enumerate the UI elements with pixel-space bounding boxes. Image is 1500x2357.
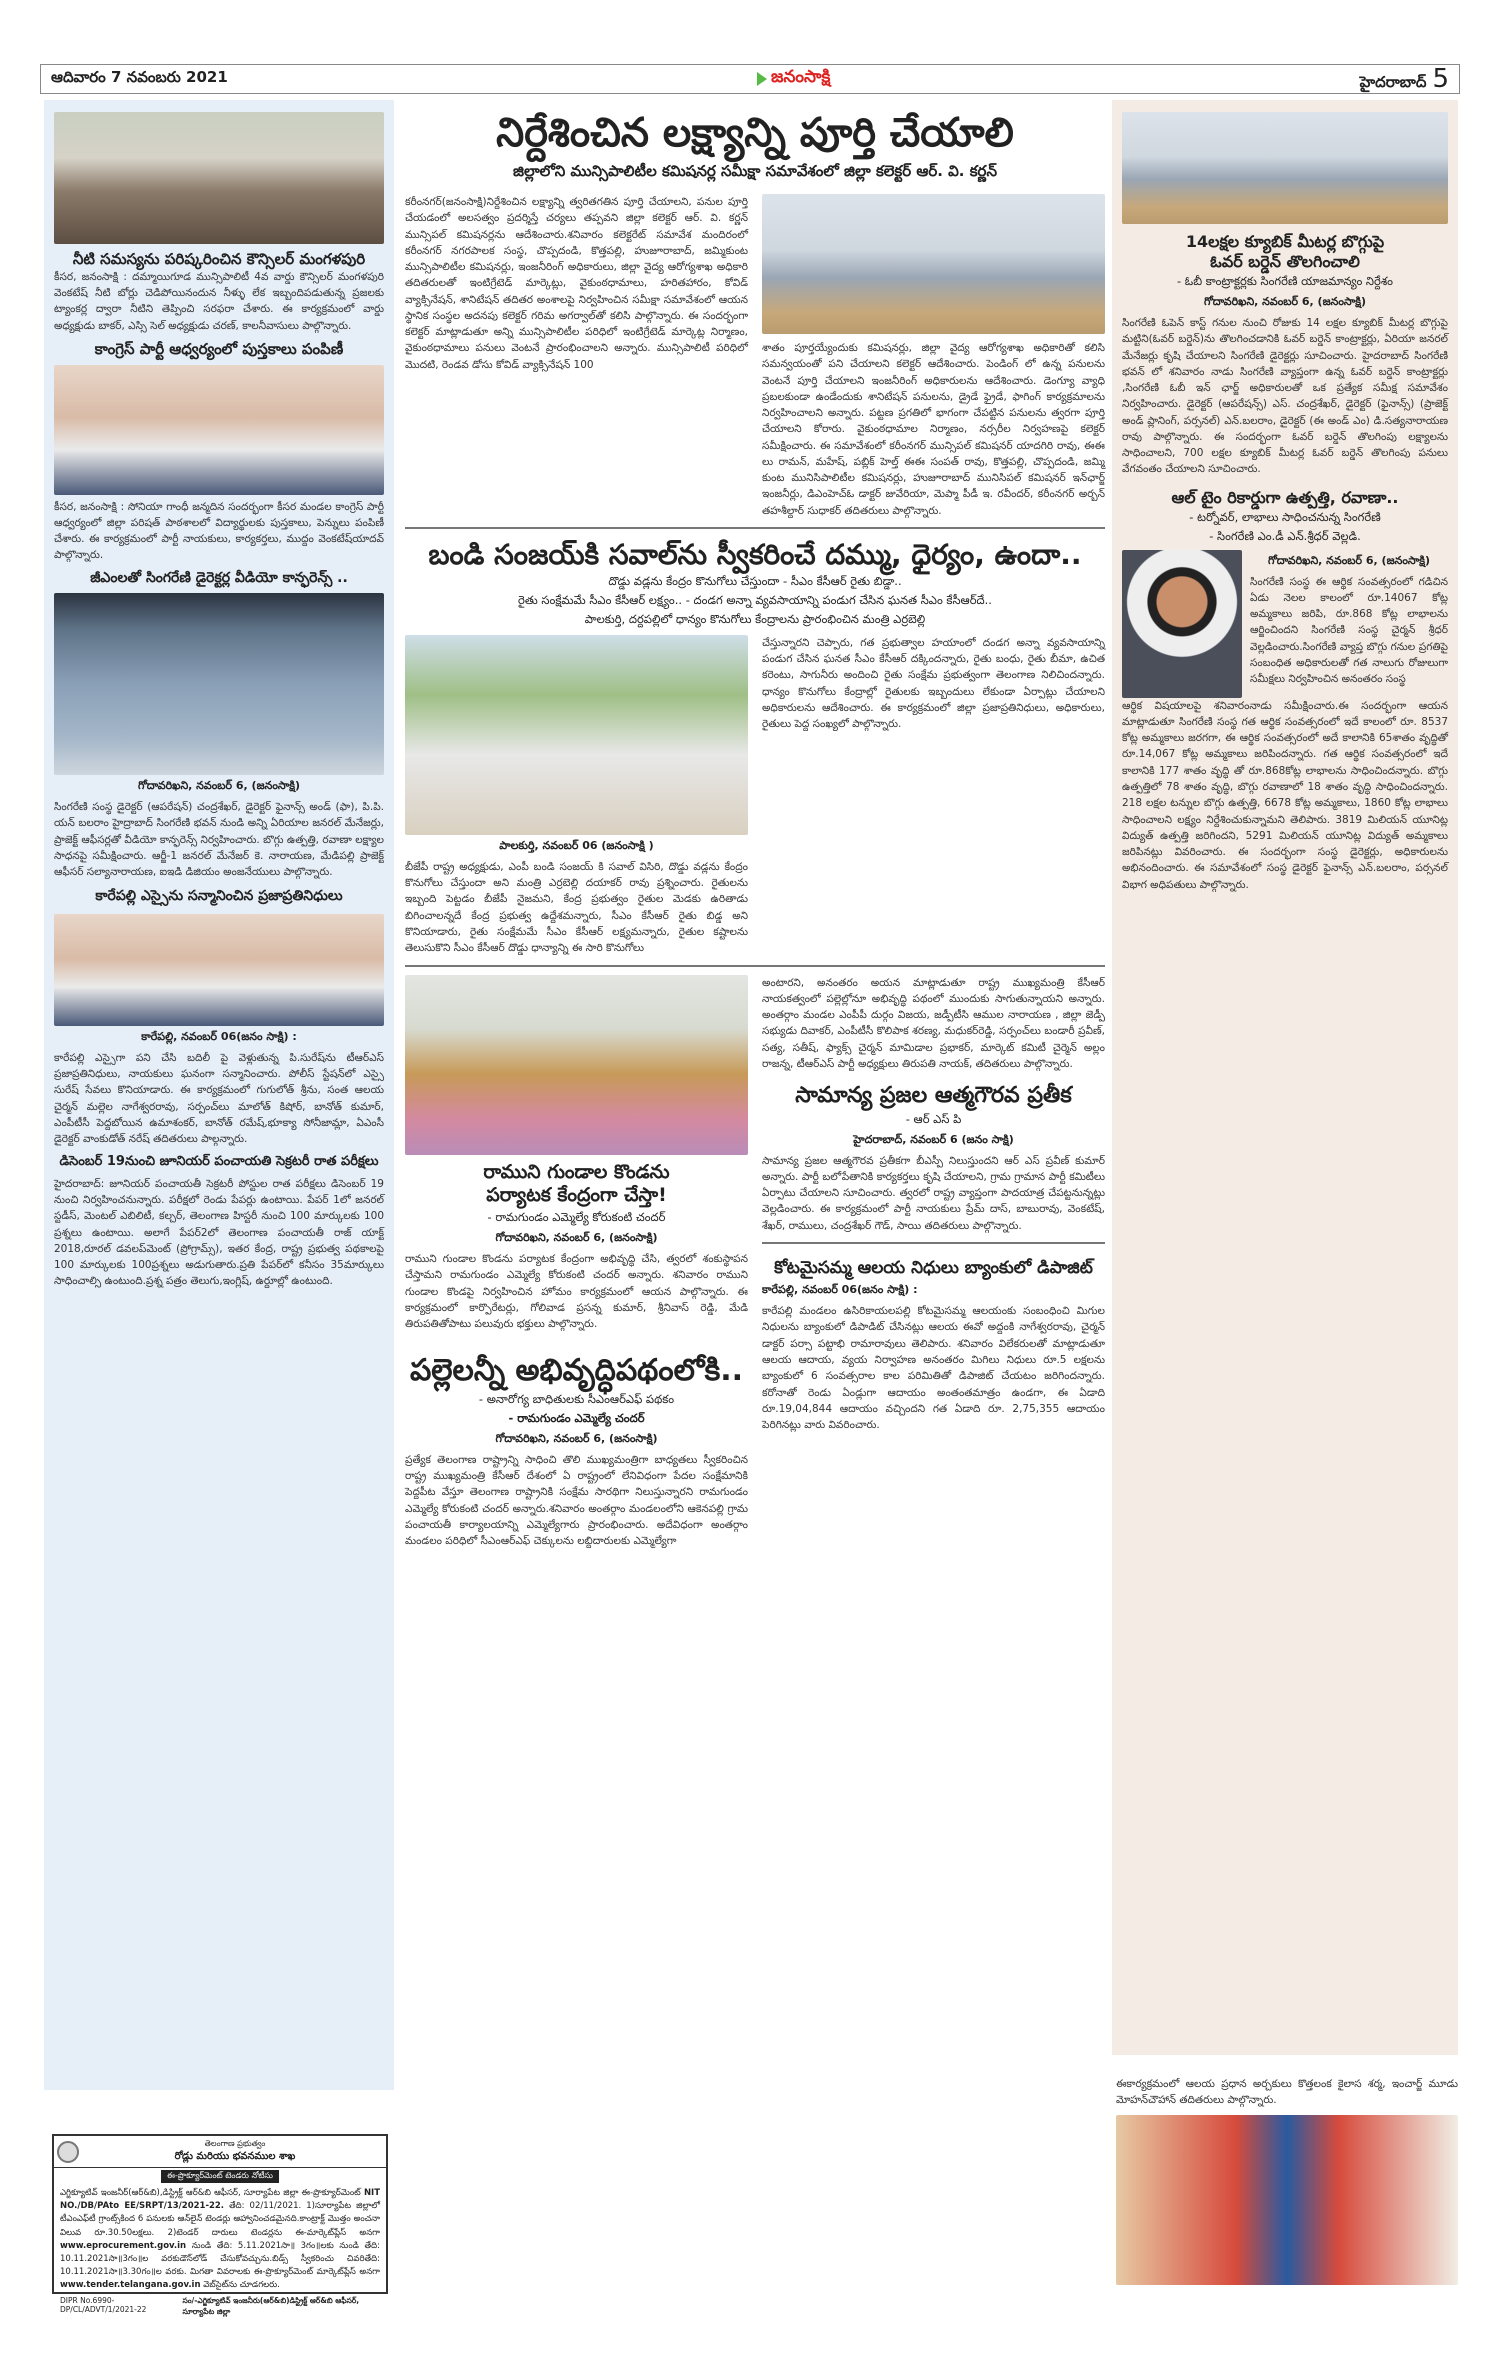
article-water-problem: [54, 112, 384, 334]
headline: జీఎంలతో సింగరేణి డైరెక్టర్ల వీడియో కాన్ఫరెన్స్ ..: [90, 569, 348, 586]
byline: - అనారోగ్య బాధితులకు సీఎంఆర్ఎఫ్ పథకం: [478, 1391, 675, 1406]
article-body: సామాన్య ప్రజల ఆత్మగౌరవ ప్రతీకగా బీఎస్పీ నిలుస్తుందని ఆర్ ఎస్ ప్రవీణ్ కుమార్ అన్నారు. పార్టీ బలోపేతానికి కార్యకర్తలు కృషి చేయాలని, గ్రామ గ్రామాన పార్టీ కమిటీలు ఏర్పాటు చేయాలని సూచించారు. త్వరలో రాష్ట్ర వ్యాప్తంగా పాదయాత్ర చేపట్టనున్నట్లు వెల్లడించారు. ఈ కార్యక్రమంలో పార్టీ నాయకులు ప్రేమ్ దాస్, బాబురావు, వెంకటేష్, శేఖర్, రాములు, చంద్రశేఖర్ గౌడ్, సాయి తదితరులు పాల్గొన్నారు.: [762, 1154, 1105, 1232]
ad-link-tender[interactable]: www.tender.telangana.gov.in: [60, 2280, 201, 2291]
byline: - సింగరేణి ఎం.డీ ఎన్.శ్రీధర్ వెల్లడి.: [1209, 528, 1361, 543]
temple-photo: [1116, 2115, 1458, 2285]
dateline: కారేపల్లి, నవంబర్ 06(జనం సాక్షి) :: [762, 1283, 918, 1297]
byline: - రామగుండం ఎమ్మెల్యే చందర్: [508, 1410, 645, 1425]
ad-dept: రోడ్లు మరియు భవనముల శాఖ: [174, 2151, 296, 2162]
right-column: [1112, 100, 1458, 2055]
dateline: గోదావరిఖని, నవంబర్ 6, (జనంసాక్షి): [495, 1431, 658, 1445]
dipr-number: DIPR No.6990-DP/CL/ADVT/1/2021-22: [60, 2296, 147, 2315]
page-number: 5: [1432, 63, 1449, 94]
headline: రాముని గుండాల కొండను: [483, 1160, 670, 1183]
byline: - ఓబీ కాంట్రాక్టర్లకు సింగరేణి యాజమాన్యం నిర్దేశం: [1177, 274, 1393, 288]
center-column: [405, 100, 1105, 2350]
issue-date: ఆదివారం 7 నవంబరు 2021: [51, 68, 228, 86]
article-body: కారేపల్లి మండలం ఉసిరికాయలపల్లి కోటమైసమ్మ ఆలయంకు సంబంధించి మిగుల నిధులను బ్యాంకులో డిపాడిట్ చేసినట్లు ఆలయ ఈవో అద్దంకి నాగేశ్వరరావు, చైర్మన్ డాక్టర్ పర్సా పట్టాభి రామారావులు తెలిపారు. శనివారం విలేకరులతో మాట్లాడుతూ ఆలయ ఆదాయ, వ్యయ నిర్వాహణ అనంతరం మిగిలు నిధులు రూ.5 లక్షలను బ్యాంకులో 6 సంవత్సరాల కాల పరిమితితో డిపాజిట్ చేయటం జరిగిందన్నారు. కరోనాతో రెండు ఏండ్లుగా ఆదాయం అంతంతమాత్రం ఉండగా, ఈ ఏడాది రూ.19,04,844 ఆదాయం వచ్చిందని గత ఏడాది రూ. 2,75,355 ఆదాయం పెరిగినట్లు వారు వివరించారు.: [762, 1305, 1105, 1432]
article-photo: [54, 365, 384, 495]
article-photo: [54, 914, 384, 1026]
article-body: చేస్తున్నారని చెప్పారు, గత ప్రభుత్వాల హయాంలో దండగ అన్నా వ్యవసాయాన్ని పండుగ చేసిన ఘనత సీఎం కేసీఆర్ దక్కిందన్నారు, రైతు బంధు, రైతు బీమా, ఉచిత కరెంటు, సాగునీరు అందించి రైతు సంక్షేమ ప్రభుత్వంగా తెలంగాణ నిలిచిందన్నారు. ధాన్యం కొనుగోలు కేంద్రాల్లో రైతులకు ఇబ్బందులు లేకుండా ఏర్పాట్లు చేయాలని అధికారులను ఆదేశించారు. ఈ కార్యక్రమంలో జిల్లా ప్రజాప్రతినిధులు, అధికారులు, రైతులు పెద్ద సంఖ్యలో పాల్గొన్నారు.: [762, 636, 1105, 731]
dateline: గోదావరిఖని, నవంబర్ 6, (జనంసాక్షి): [137, 779, 301, 793]
article-photo: [405, 635, 748, 835]
newspaper-logo: [757, 67, 830, 91]
headline: కోటమైసమ్మ ఆలయ నిధులు బ్యాంకులో డిపాజిట్: [774, 1257, 1093, 1278]
ad-text: తేది: 02/11/2021. 1)సూర్యాపేట జిల్లాలో టీఎంఎఫ్‌టీ గ్రాంట్స్‌కింద 6 పనులకు ఆన్‌లైన్ టెండర్లు ఆహ్వానించడమైనది.కాంట్రాక్ట్ మొత్తం అంచనా విలువ రూ.30.50లక్షలు. 2)టెండర్ దారులు టెండర్లను ఈ-మార్కెట్‌ప్లేస్ అనగా: [60, 2201, 380, 2238]
edition: [1360, 64, 1449, 95]
article-body: కరీంనగర్(జనంసాక్షి)నిర్దేశించిన లక్ష్యాన్ని త్వరితగతిన పూర్తి చేయాలని, పనుల పూర్తి చేయడంలో అలసత్వం ప్రదర్శిస్తే చర్యలు తప్పవని జిల్లా కలెక్టర్ ఆర్. వి. కర్ణన్ మున్సిపల్ కమిషనర్లను ఆదేశించారు.శనివారం కలెక్టరేట్ సమావేశ మందిరంలో కరీంనగర్ నగరపాలక సంస్థ, చొప్పదండి, కొత్తపల్లి, హుజూరాబాద్, జమ్మికుంట మున్సిపాలిటీల కమిషనర్లు, ఇంజనీరింగ్ అధికారులు, జిల్లా వైద్య ఆరోగ్యశాఖ అధికారి తదితరులతో ఇంటిగ్రేటెడ్ మార్కెట్లు, వైకుంఠధామాలు, హరితహారం, కోవిడ్ వ్యాక్సినేషన్, శానిటేషన్ తదితర అంశాలపై నిర్వహించిన సమీక్షా సమావేశంలో ఆయన స్థానిక సంస్థల అదనపు కలెక్టర్ గరిమ అగర్వాల్‌తో కలిసి పాల్గొన్నారు. ఈ సందర్భంగా కలెక్టర్ మాట్లాడుతూ అన్ని మున్సిపాలిటీల పరిధిలో ఇంటిగ్రేటెడ్ మార్కెట్ల నిర్మాణం, వైకుంఠధామాలు పనులు వెంటనే ప్రారంభించాలని అన్నారు. మున్సిపాలిటీ పరిధిలో మొదటి, రెండవ డోసు కోవిడ్ వ్యాక్సినేషన్ 100: [405, 196, 748, 371]
headline: బండి సంజయ్‌కి సవాల్‌ను స్వీకరించే దమ్ము, ధైర్యం, ఉందా..: [428, 537, 1082, 571]
lower-section: [405, 975, 1105, 1550]
divider: [762, 1242, 1105, 1244]
left-column: [44, 100, 394, 2090]
article-body: సింగరేణి ఓపెన్ కాస్ట్ గనుల నుంచి రోజుకు 14 లక్షల క్యూబిక్ మీటర్ల బొగ్గుపై మట్టిని(ఓవర్ బర్డెన్)ను తొలగించడానికి ఓవర్ బర్డెన్ కాంట్రాక్టర్లు, ఏరియా జనరల్ మేనేజర్లు కృషి చేయాలని సింగరేణి డైరెక్టర్లు సూచించారు. హైదరాబాద్ సింగరేణి భవన్ లో శనివారం నాడు సింగరేణి వ్యాప్తంగా ఉన్న ఓవర్ బర్డెన్ కాంట్రాక్టర్లు ,సింగరేణి ఓబీ ఇన్ ఛార్జ్ అధికారులతో ఒక ప్రత్యేక సమీక్ష సమావేశం నిర్వహించారు. డైరెక్టర్ (ఆపరేషన్స్) ఎస్. చంద్రశేఖర్, డైరెక్టర్ (ఫైనాన్స్) (ప్రాజెక్ట్ అండ్ ప్లానింగ్, పర్సనల్) ఎన్.బలరాం, డైరెక్టర్ (ఈ అండ్ ఎం) డి.సత్యనారాయణ రావు పాల్గొన్నారు. ఈ సందర్భంగా ఓవర్ బర్డెన్ తొలగింపు లక్ష్యాలను సాధించాలని, 700 లక్షల క్యూబిక్ మీటర్ల ఓవర్ బర్డెన్ తొలగింపు పనులు వేగవంతం చేయాలని సూచించారు.: [1122, 317, 1448, 476]
headline: కాంగ్రెస్ పార్టీ ఆధ్వర్యంలో పుస్తకాలు పంపిణీ: [94, 339, 344, 358]
dateline: హైదరాబాద్, నవంబర్ 6 (జనం సాక్షి): [853, 1132, 1014, 1146]
ad-text: నుండి తేది: 5.11.2021సా॥ 3గం॥లకు నుండి తేది: 10.11.2021సా॥3గం॥ల వరకుడౌన్‌లోడ్ చేసుకోవచ్చును.బిడ్స్ స్వీకరించు చివరితేది: 10.11.2021సా॥3.30గం॥ల వరకు. మిగతా వివరాలకు ఈ-ప్రొక్యూర్‌మెంట్ మార్కెట్‌ప్లేస్ అనగా: [60, 2240, 381, 2278]
ad-nit-number: NIT NO./DB/PAto EE/SRPT/13/2021-22.: [60, 2188, 381, 2212]
article-body: ఆర్థిక విషయాలపై శనివారంనాడు సమీక్షించారు.ఈ సందర్భంగా ఆయన మాట్లాడుతూ సింగరేణి సంస్థ గత ఆర్థిక సంవత్సరంలో ఇదే కాలంలో రూ. 8537 కోట్ల అమ్మకాలు జరగగా, ఈ ఆర్థిక సంవత్సరంలో అదే కాలానికి 65శాతం వృద్ధితో రూ.14,067 కోట్ల అమ్మకాలు జరిపిందన్నారు. గత ఆర్థిక సంవత్సరంలో ఇదే కాలానికి 177 శాతం వృద్ధి తో రూ.868కోట్ల లాభాలను సాధించిందన్నారు. బొగ్గు ఉత్పత్తిలో 78 శాతం వృద్ధి, బొగ్గు రవాణాలో 18 శాతం వృద్ధి సాధించిందన్నారు. 218 లక్షల టన్నుల బొగ్గు ఉత్పత్తి, 6678 కోట్ల అమ్మకాలు, 1860 కోట్ల లాభాలు సాధించాలని లక్ష్యం నిర్దేశించుకున్నామని తెలిపారు. 3819 మిలియన్ యూనిట్ల విద్యుత్ ఉత్పత్తి జరిగిందని, 5291 మిలియన్ యూనిట్ల విద్యుత్ అమ్మకాలు జరిపినట్లు వివరించారు. ఈ సందర్భంగా సంస్థ డైరెక్టర్లు, అధికారులను అభినందించారు. ఈ సమావేశంలో సంస్థ డైరెక్టర్ ఫైనాన్స్ ఎన్.బలరాం, పర్సనల్ విభాగ అధిపతులు పాల్గొన్నారు.: [1122, 699, 1448, 891]
ad-govt: తెలంగాణ ప్రభుత్వం: [204, 2139, 266, 2148]
article-body: ప్రత్యేక తెలంగాణ రాష్ట్రాన్ని సాధించి తొలి ముఖ్యమంత్రిగా బాధ్యతలు స్వీకరించిన రాష్ట్ర ముఖ్యమంత్రి కేసీఆర్ దేశంలో ఏ రాష్ట్రంలో లేనివిధంగా పేదల సంక్షేమానికి పెద్దపీట వేస్తూ తెలంగాణ రాష్ట్రానికి సంక్షేమ సారథిగా నిలుస్తున్నారని రామగుండం ఎమ్మెల్యే కోరుకంటి చందర్ అన్నారు.శనివారం అంతర్గాం మండలంలోని ఆకెనపల్లి గ్రామ పంచాయతీ కార్యాలయాన్ని ఎమ్మెల్యేగారు ప్రారంభించారు. అదేవిధంగా అంతర్గాం మండలం పరిధిలో సీఎంఆర్ఎఫ్ చెక్కులను లబ్దిదారులకు ఎమ్మెల్యేగా: [405, 1453, 748, 1548]
tender-advertisement: [52, 2134, 388, 2317]
dateline: గోదావరిఖని, నవంబర్ 6, (జనంసాక్షి): [495, 1231, 658, 1245]
article-body: రాముని గుండాల కొండను పర్యాటక కేంద్రంగా అభివృద్ధి చేసి, త్వరలో శంకుస్థాపన చేస్తామని రామగుండం ఎమ్మెల్యే కోరుకంటి చందర్ అన్నారు. శనివారం రాముని గుండాల కొండపై నిర్వహించిన హోమం కార్యక్రమంలో ఆయన పాల్గొన్నారు. ఈ కార్యక్రమంలో కార్పొరేటర్లు, గోలివాడ ప్రసన్న కుమార్, శ్రీనివాస్ రెడ్డి, మేడి తిరుపతితోపాటు పలువురు భక్తులు పాల్గొన్నారు.: [405, 1253, 748, 1331]
ad-header: [54, 2136, 386, 2168]
lead-article: [405, 194, 1105, 519]
ad-link-eprocurement[interactable]: www.eprocurement.gov.in: [60, 2240, 187, 2251]
lead-headline: నిర్దేశించిన లక్ష్యాన్ని పూర్తి చేయాలి: [496, 110, 1014, 156]
temple-block: [1116, 2076, 1458, 2285]
ad-text: ఎగ్జిక్యూటివ్ ఇంజనీర్(ఆర్&బి),డిస్ట్రిక్ట్ ఆర్&బి ఆఫీసర్, సూర్యాపేట జిల్లా ఈ-ప్రొక్యూర్‌మెంట్: [60, 2188, 361, 2198]
homam-photo: [405, 975, 748, 1155]
dateline: గోదావరిఖని, నవంబర్ 6, (జనంసాక్షి): [1267, 553, 1431, 567]
headline: సామాన్య ప్రజల ఆత్మగౌరవ ప్రతీక: [795, 1083, 1072, 1109]
headline: ఓవర్ బర్డెన్ తొలగించాలి: [1210, 252, 1360, 271]
byline: - ఆర్ ఎస్ పి: [905, 1111, 962, 1126]
article-karepalli-si: [54, 914, 384, 1148]
divider: [405, 527, 1105, 529]
byline: - రామగుండం ఎమ్మెల్యే కోరుకంటి చందర్: [487, 1210, 666, 1225]
govt-emblem-icon: [57, 2141, 79, 2163]
ad-signature: సం/-ఎగ్జిక్యూటివ్ ఇంజనీరు(ఆర్&బి)డిస్ట్రిక్ట్ ఆర్&బి ఆఫీసర్, సూర్యాపేట జిల్లా: [182, 2296, 360, 2317]
headline: కారేపల్లి ఎస్సైను సన్మానించిన ప్రజాప్రతినిధులు: [95, 888, 343, 905]
singareni-meeting-photo: [1122, 112, 1448, 224]
article-body: అంటారని, అనంతరం అయన మాట్లాడుతూ రాష్ట్ర ముఖ్యమంత్రి కేసీఆర్ నాయకత్వంలో పల్లెల్లోనూ అభివృద్ధి పథంలో ముందుకు సాగుతున్నాయని అన్నారు. అంతర్గాం మండల ఎంపీపీ దుర్గం విజయ, జడ్పీటీసి ఆముల నారాయణ , జిల్లా జెడ్పీ సభ్యుడు దివాకర్, ఎంపీటీసీ కొలిపాక శరణ్య, మధుకర్‌రెడ్డి, సర్పంచ్‌లు బండారీ ప్రవీణ్, సత్య, సతీష్, ఫ్యాక్స్ చైర్మన్ మామిడాల ప్రభాకర్, మార్కెట్ కమిటీ చైర్మెన్ అల్లం రాజన్న, టీఆర్ఎస్ పార్టీ అధ్యక్షులు తిరుపతి నాయక్, తదితరులు పాల్గొన్నారు.: [762, 976, 1105, 1070]
article-photo: [54, 593, 384, 775]
photo-caption: పాలకుర్తి, నవంబర్ 06 (జనంసాక్షి ): [499, 838, 654, 852]
ad-text: వెబ్‌సైట్‌ను చూడగలరు.: [203, 2280, 280, 2291]
article-body: శాతం పూర్తయ్యేందుకు కమిషనర్లు, జిల్లా వైద్య ఆరోగ్యశాఖ అధికారితో కలిసి సమన్వయంతో పని చేయాలని కలెక్టర్ ఆదేశించారు. పెండింగ్ లో ఉన్న పనులను వెంటనే పూర్తి చేయాలని ఇంజనీరింగ్ అధికారులను ఆదేశించారు. డెంగ్యూ వ్యాధి ప్రబలకుండా ఉండేందుకు శానిటేషన్ పనులను, డ్రైడే ఫ్రైడే, ఫాగింగ్ కార్యక్రమాలను నిర్వహించాలని అన్నారు. పట్టణ ప్రగతిలో భాగంగా చేపట్టిన పనులను త్వరగా పూర్తి చేయాలని కోరారు. వైకుంఠధామాల నిర్మాణం, నర్సరీల నిర్వహణపై కలెక్టర్ సమీక్షించారు. ఈ సమావేశంలో కరీంనగర్ మున్సిపల్ కమిషనర్ యాదగిరి రావు, ఈఈ లు రామన్, మహేష్, పబ్లిక్ హెల్త్ ఈఈ సంపత్ రావు, కొత్తపల్లి, చొప్పదండి, జమ్మి కుంట మునిసిపాలిటీల కమిషనర్లు, హుజూరాబాద్ మునిసిపల్ కమిషనర్ ఇన్‌ఛార్జ్ ఇంజనీర్లు, డిఎంహెచ్‌ఓ డాక్టర్ జువేరియా, మెప్మా పీడీ ఇ. రవీందర్, కరీంనగర్ అర్బన్ తహశీల్దార్ సుధాకర్ తదితరులు పాల్గొన్నారు.: [762, 342, 1105, 517]
edition-city: హైదరాబాద్: [1359, 72, 1427, 91]
headline: 14లక్షల క్యూబిక్ మీటర్ల బొగ్గుపై: [1185, 232, 1385, 251]
article-body: కీసర, జనంసాక్షి : దమ్మాయిగూడ మున్సిపాలిటీ 4వ వార్డు కౌన్సిలర్ మంగళపురి వెంకటేష్ నీటి బోర్లు చెడిపోయినందున నీళ్ళు లేక ఇబ్బందిపడుతున్న ప్రజలకు ట్యాంకర్ల ద్వారా నీటిని తెప్పించి సరఫరా చేశారు. ఈ కార్యక్రమంలో వార్డు అధ్యక్షుడు బాకర్, ఎస్సి సెల్ అధ్యక్షుడు చరణ్, కాలనీవాసులు పాల్గొన్నారు.: [54, 270, 384, 332]
divider: [405, 965, 1105, 967]
subhead: దొడ్డు వడ్లను కేంద్రం కొనుగోలు చేస్తుందా - సీఎం కేసీఆర్ రైతు బిడ్డా..: [608, 573, 902, 588]
article-photo: [54, 112, 384, 244]
headline: నీటి సమస్యను పరిష్కరించిన కౌన్సిలర్ మంగళపురి: [72, 250, 366, 268]
collector-meeting-photo: [762, 194, 1105, 334]
article-body: హైదరాబాద్: జూనియర్ పంచాయతీ సెక్రటరీ పోస్టుల రాత పరీక్షలు డిసెంబర్ 19 నుంచి నిర్వహించనున్నారు. పరీక్షలో రెండు పేపర్లు ఉంటాయి. పేపర్ 1లో జనరల్ స్టడీస్, మెంటల్ ఎబిలిటీ, కల్చర్, తెలంగాణ హిస్టరీ నుంచి 100 మార్కులకు 100 ప్రశ్నలు ఉంటాయి. అలాగే పేపర్2లో తెలంగాణ పంచాయతీ రాజ్ యాక్ట్ 2018,రూరల్ డవలప్‌మెంట్ (ప్రోగ్రామ్స్), ఇతర కేంద్ర, రాష్ట్ర ప్రభుత్వ పథకాలపై 100 మార్కులకు 100ప్రశ్నలు అడుగుతారు.ప్రతి పేపర్‌లో కనీసం 35మార్కులు సాధించాల్సి ఉంటుంది.ప్రశ్న పత్రం తెలుగు,ఇంగ్లిష్, ఉర్దూల్లో ఉంటుంది.: [54, 1177, 384, 1288]
ad-body: [54, 2185, 386, 2294]
subhead: పాలకుర్తి, దర్దపల్లిలో ధాన్యం కొనుగోలు కేంద్రాలను ప్రారంభించిన మంత్రి ఎర్రబెల్లి: [584, 611, 926, 626]
article-video-conference: [54, 593, 384, 880]
masthead: [40, 64, 1460, 94]
ad-notice-label: ఈ-ప్రొక్యూర్‌మెంట్ టెండరు నోటీసు: [161, 2170, 279, 2183]
article-body: సింగరేణి సంస్థ డైరెక్టర్ (ఆపరేషన్) చంద్రశేఖర్, డైరెక్టర్ ఫైనాన్స్ అండ్ (ఫా), పి.పి. యన్ బలరాం హైద్రాబాద్ సింగరేణి భవన్ నుండి అన్ని ఏరియాల జనరల్ మేనేజర్లు, ప్రాజెక్ట్ ఆఫీసర్లతో వీడియో కాన్ఫరెన్స్ నిర్వహించారు. బొగ్గు ఉత్పత్తి, రవాణా లక్ష్యాల సాధనపై సమీక్షించారు. ఆర్జీ-1 జనరల్ మేనేజర్ కె. నారాయణ, మేడిపల్లి ప్రాజెక్ట్ ఆఫీసర్ సల్యానారాయణ, ఐఇడి డిజియం అంజనేయులు పాల్గొన్నారు.: [54, 801, 384, 879]
md-portrait-photo: [1122, 550, 1242, 698]
dateline: గోదావరిఖని, నవంబర్ 6, (జనంసాక్షి): [1203, 295, 1367, 308]
headline: ఆల్ టైం రికార్డుగా ఉత్పత్తి, రవాణా..: [1171, 487, 1399, 507]
article-body: సింగరేణి సంస్థ ఈ ఆర్థిక సంవత్సరంలో గడిచిన ఏడు నెలల కాలంలో రూ.14067 కోట్ల అమ్మకాలు జరిపి, రూ.868 కోట్ల లాభాలను ఆర్జించిందని సింగరేణి సంస్థ చైర్మన్ శ్రీధర్ వెల్లడించారు.సింగరేణి వ్యాప్త బొగ్గు గనుల ప్రగతిపై సంబంధిత అధికారులతో గత నాలుగు రోజులుగా సమీక్షలు నిర్వహించిన అనంతరం సంస్థ: [1250, 575, 1448, 686]
dateline: కారేపల్లి, నవంబర్ 06(జనం సాక్షి) :: [141, 1029, 297, 1043]
logo-leaf-icon: [757, 72, 767, 86]
subhead: రైతు సంక్షేమమే సీఎం కేసీఆర్ లక్ష్యం.. - దండగ అన్నా వ్యవసాయాన్ని పండుగ చేసిన ఘనత సీఎం కేసీఆర్‌దే..: [518, 592, 992, 607]
article-body: కీసర, జనంసాక్షి : సోనియా గాంధీ జన్మదిన సందర్భంగా కీసర మండల కాంగ్రెస్ పార్టీ ఆధ్వర్యంలో జిల్లా పరిషత్ పాఠశాలలో విద్యార్థులకు పుస్తకాలు, పెన్నులు పంపిణీ చేశారు. ఈ కార్యక్రమంలో పార్టీ నాయకులు, కార్యకర్తలు, ముద్దం వెంకటేష్‌యాదవ్ పాల్గొన్నారు.: [54, 500, 384, 562]
headline: పల్లెలన్నీ అభివృద్ధిపథంలోకి..: [409, 1353, 744, 1389]
article-body: కారేపల్లి ఎస్సైగా పని చేసి బదిలీ పై వెళ్లుతున్న పి.సురేష్‌ను టీఆర్ఎస్ ప్రజాప్రతినిధులు, నాయకులు ఘనంగా సన్మానించారు. పోలీస్ స్టేషన్‌లో ఎస్సై సురేష్ సేవలు కొనియాడారు. ఈ కార్యక్రమంలో గుగులోత్ శ్రీను, సంత ఆలయ చైర్మన్ మల్లెల నాగేశ్వరరావు, సర్పంచ్‌లు మాలోత్ కిషోర్, బానోత్ కుమార్, ఎంపీటీసీ పెద్దబోయిన ఉమాశంకర్, బానోత్ రమేష్,భూక్యా సోనీజామ్లా, ఏఎంసీ డైరెక్టర్ వాంకుడోత్ నరేష్ తదితరులు పాల్గన్నారు.: [54, 1051, 384, 1146]
bandi-article: [405, 635, 1105, 957]
logo-text: జనంసాక్షి: [771, 67, 831, 87]
byline: - టర్నోవర్, లాభాలు సాధించనున్న సింగరేణి: [1189, 509, 1381, 524]
lead-subhead: జిల్లాలోని మున్సిపాలిటీల కమిషనర్ల సమీక్షా సమావేశంలో జిల్లా కలెక్టర్ ఆర్. వి. కర్ణన్: [513, 162, 997, 180]
article-congress-books: [54, 365, 384, 564]
headline: డిసెంబర్ 19నుంచి జూనియర్ పంచాయతి సెక్రటరీ రాత పరీక్షలు: [59, 1153, 379, 1169]
article-body: ఈకార్యక్రమంలో ఆలయ ప్రధాన అర్చకులు కొత్తలంక కైలాస శర్మ, ఇంచార్జ్ మూడు మోహన్‌చౌహాన్ తదితరులు పాల్గొన్నారు.: [1116, 2078, 1458, 2107]
headline: పర్యాటక కేంద్రంగా చేస్తా!: [486, 1184, 667, 1207]
ad-footer: [54, 2294, 386, 2320]
article-body: బీజేపీ రాష్ట్ర అధ్యక్షుడు, ఎంపీ బండి సంజయ్ కి సవాల్ విసిరి, దొడ్డు వడ్లను కేంద్రం కొనుగోలు చేస్తుందా అని మంత్రి ఎర్రబెల్లి దయాకర్ రావు ప్రశ్నించారు. రైతులను ఇబ్బంది పెట్టడం బీజేపీ నైజమని, కేంద్ర ప్రభుత్వం రైతుల మెడకు ఉరితాడు బిగించాలన్నదే కేంద్ర ప్రభుత్వ ఉద్దేశమన్నారు, సీఎం కేసీఆర్ రైతు బిడ్డ అని కొనియాడారు, రైతు సంక్షేమమే సీఎం కేసీఆర్ లక్ష్యమన్నారు, రైతుల కష్టాలను తెలుసుకొని సీఎం కేసీఆర్ దొడ్డు ధాన్యాన్ని ఈ సారి కొనుగోలు: [405, 860, 748, 955]
